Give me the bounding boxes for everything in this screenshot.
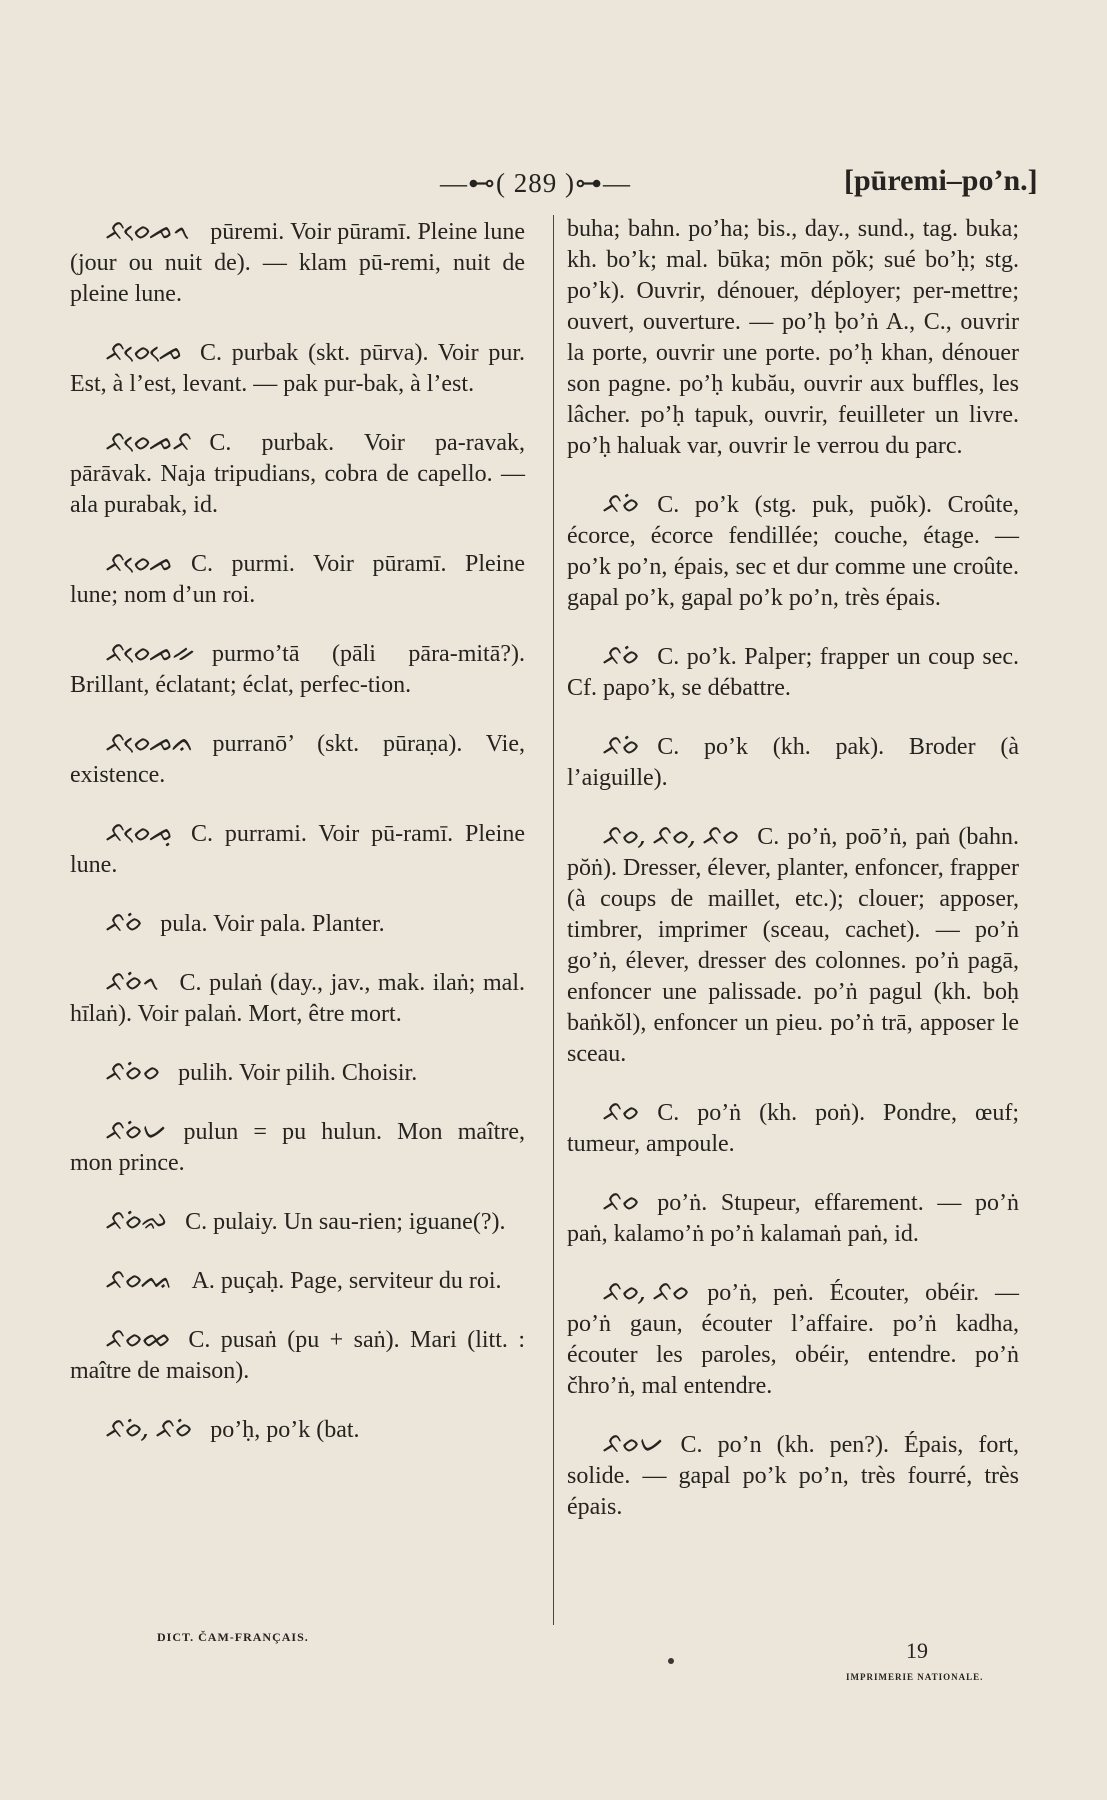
dictionary-entry <box>567 214 1019 462</box>
dictionary-entry <box>70 214 525 310</box>
page-range-header: [pūremi–po’n.] <box>844 164 1038 197</box>
entry-text: C. purbak (skt. pūrva). Voir pur. Est, à l’est, levant. — pak pur-bak, à l’est. <box>70 340 525 397</box>
entry-text: po’ḥ, po’k (bat. <box>210 1417 360 1443</box>
dictionary-entry <box>70 1055 525 1089</box>
footer-dictionary-label: DICT. ČAM-FRANÇAIS. <box>157 1630 309 1644</box>
cham-script-headword: ᨅᨔᨗ, ᨅᨔᨗ <box>104 1411 191 1444</box>
dictionary-entry <box>567 1095 1019 1160</box>
entry-text: C. po’ṅ (kh. poṅ). Pondre, œuf; tumeur, ampoule. <box>567 1100 1019 1157</box>
cham-script-headword: ᨅᨔᨆ <box>601 1426 661 1459</box>
entry-text: po’ṅ, peṅ. Écouter, obéir. — po’ṅ gaun, écouter l’affaire. po’ṅ kadha, écouter les paroles, obéir, entendre. po’ṅ čhro’ṅ, mal entendre. <box>567 1280 1019 1399</box>
cham-script-headword: ᨅᨔ <box>601 1184 638 1217</box>
cham-script-headword: ᨅᨔᨗᨔ <box>104 1054 159 1087</box>
entry-text: pūremi. Voir pūramī. Pleine lune (jour ou nuit de). — klam pū-remi, nuit de pleine lune. <box>70 219 525 307</box>
dictionary-entry <box>70 1412 525 1446</box>
cham-script-headword: ᨅᨔᨗ <box>601 728 638 761</box>
entry-text: C. pulaiy. Un sau-rien; iguane(?). <box>185 1209 506 1235</box>
dictionary-entry <box>70 636 525 701</box>
entry-text: purmo’tā (pāli pāra-mitā?). Brillant, éclatant; éclat, perfec-tion. <box>70 641 525 698</box>
dictionary-entry <box>70 1114 525 1179</box>
dictionary-entry <box>70 965 525 1030</box>
cham-script-headword: ᨅᨔᨗ <box>601 486 638 519</box>
dictionary-entry <box>70 816 525 881</box>
sheet-number: 19 <box>906 1638 928 1663</box>
cham-script-headword: ᨅᨔᨙᨍᨅ <box>104 424 190 457</box>
left-column <box>70 214 525 1471</box>
entry-text: C. po’n (kh. pen?). Épais, fort, solide. — gapal po’k po’n, très fourré, très épais. <box>567 1432 1019 1520</box>
entry-text: A. puçaḥ. Page, serviteur du roi. <box>191 1268 502 1294</box>
dictionary-entry <box>567 1427 1019 1523</box>
cham-script-headword: ᨅᨔ <box>601 1094 638 1127</box>
dictionary-entry <box>567 819 1019 1070</box>
cham-script-headword: ᨅᨔᨙᨍ <box>104 545 171 578</box>
cham-script-headword: ᨅᨔᨙᨍᨚ <box>104 213 191 246</box>
dictionary-entry <box>567 1185 1019 1250</box>
cham-script-headword: ᨅᨔᨕ <box>104 1262 172 1295</box>
dictionary-entry <box>70 335 525 400</box>
cham-script-headword: ᨅᨔᨗᨆ <box>104 1113 164 1146</box>
column-divider <box>553 215 554 1625</box>
cham-script-headword: ᨅᨔᨗ <box>601 638 638 671</box>
dictionary-entry <box>70 906 525 940</box>
cham-script-headword: ᨅᨔᨙᨍᨘ <box>104 815 171 848</box>
footer-printer-label: IMPRIMERIE NATIONALE. <box>846 1672 984 1682</box>
cham-script-headword: ᨅᨔ, ᨅᨔ, ᨅᨔ <box>601 818 738 851</box>
right-column <box>567 214 1019 1548</box>
entry-text: po’ṅ. Stupeur, effarement. — po’ṅ paṅ, kalamo’ṅ po’ṅ kalamaṅ paṅ, id. <box>567 1190 1019 1247</box>
entry-text: C. po’ṅ, poō’ṅ, paṅ (bahn. pŏṅ). Dresser, élever, planter, enfoncer, frapper (à coups de maillet, etc.); clouer; apposer, timbrer, imprimer (sceau, cachet). — po’ṅ go’ṅ, élever, dresser des colonnes. po’ṅ pagā, enfoncer une palissade. po’ṅ pagul (kh. boḥ baṅkŏl), enfoncer un pieu. po’ṅ trā, apposer le sceau. <box>567 824 1019 1067</box>
entry-text: pulih. Voir pilih. Choisir. <box>178 1060 418 1086</box>
cham-script-headword: ᨅᨔ, ᨅᨔ <box>601 1274 688 1307</box>
entry-text: C. po’k (stg. puk, puŏk). Croûte, écorce, écorce fendillée; couche, étage. — po’k po’n, épais, sec et dur comme une croûte. gapal po’k, gapal po’k po’n, très épais. <box>567 492 1019 611</box>
dictionary-entry <box>567 639 1019 704</box>
dictionary-entry <box>70 546 525 611</box>
cham-script-headword: ᨅᨔᨙᨍᨊ <box>104 725 193 758</box>
cham-script-headword: ᨅᨔᨖ <box>104 1321 169 1354</box>
cham-script-headword: ᨅᨔᨗᨋ <box>104 1203 166 1236</box>
entry-text: purranō’ (skt. pūraṇa). Vie, existence. <box>70 731 525 788</box>
entry-text: C. purbak. Voir pa-ravak, pārāvak. Naja tripudians, cobra de capello. — ala purabak, id. <box>70 430 525 518</box>
cham-script-headword: ᨅᨔᨙᨍᨀ <box>104 635 192 668</box>
dictionary-entry <box>70 1322 525 1387</box>
entry-text: C. pusaṅ (pu + saṅ). Mari (litt. : maître de maison). <box>70 1327 525 1384</box>
cham-script-headword: ᨅᨔᨗ <box>104 905 141 938</box>
entry-text: pula. Voir pala. Planter. <box>160 911 385 937</box>
dictionary-entry <box>70 726 525 791</box>
entry-text: C. purrami. Voir pū-ramī. Pleine lune. <box>70 821 525 878</box>
entry-text: pulun = pu hulun. Mon maître, mon prince. <box>70 1119 525 1176</box>
ink-dot <box>668 1658 674 1664</box>
entry-text: C. po’k (kh. pak). Broder (à l’aiguille). <box>567 734 1019 791</box>
entry-text: buha; bahn. po’ha; bis., day., sund., tag. buka; kh. bo’k; mal. būka; mōn pŏk; sué bo’ḥ; stg. po’k). Ouvrir, dénouer, déployer; per-mettre; ouvert, ouverture. — po’ḥ ḅo’ṅ A., C., ouvrir la porte, ouvrir une porte. po’ḥ khan, dénouer son pagne. po’ḥ kubău, ouvrir aux buffles, les lâcher. po’ḥ tapuk, ouvrir, feuilleter un livre. po’ḥ haluak var, ouvrir le verrou du parc. <box>567 216 1019 459</box>
page-number: —⊷( 289 )⊶— <box>440 168 631 198</box>
dictionary-entry <box>70 425 525 521</box>
dictionary-entry <box>70 1263 525 1297</box>
entry-text: C. po’k. Palper; frapper un coup sec. Cf. papo’k, se débattre. <box>567 644 1019 701</box>
cham-script-headword: ᨅᨔᨗᨚ <box>104 964 160 997</box>
dictionary-entry <box>567 729 1019 794</box>
dictionary-entry <box>567 1275 1019 1402</box>
cham-script-headword: ᨅᨔᨙᨍᨙ <box>104 334 181 367</box>
entry-text: C. pulaṅ (day., jav., mak. ilaṅ; mal. hīlaṅ). Voir palaṅ. Mort, être mort. <box>70 970 525 1027</box>
entry-text: C. purmi. Voir pūramī. Pleine lune; nom d’un roi. <box>70 551 525 608</box>
dictionary-entry <box>70 1204 525 1238</box>
dictionary-entry <box>567 487 1019 614</box>
